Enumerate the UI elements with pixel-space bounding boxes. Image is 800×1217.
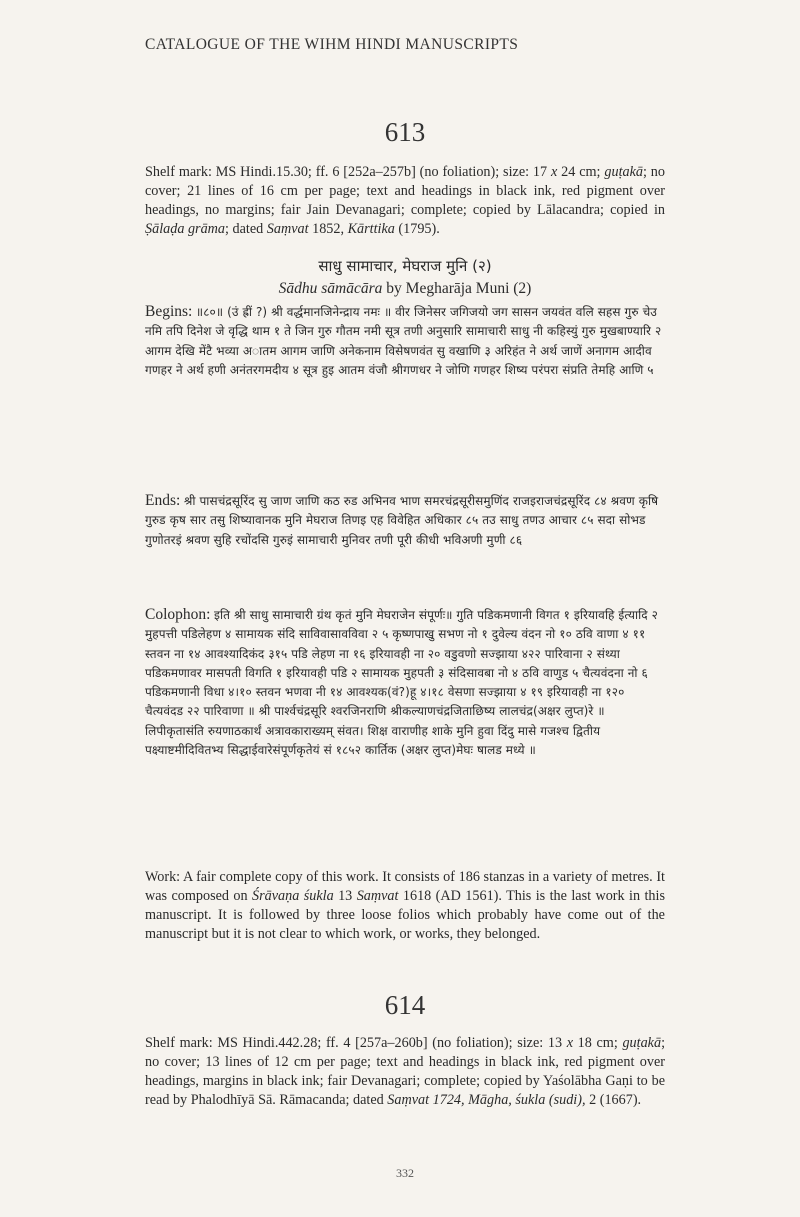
shelf-date-italic: 1724, Māgha, śukla (sudi), [429, 1092, 586, 1108]
begins-label: Begins: [145, 303, 193, 320]
shelf-text: Shelf mark: MS Hindi.442.28; ff. 4 [257a–260b] (no foliation); size: 13 [145, 1035, 567, 1051]
shelf-place: Ṣālaḍa grāma [145, 221, 226, 237]
begins-block [145, 302, 665, 380]
work-description-613 [145, 868, 665, 944]
entry-number-613: 613 [384, 117, 426, 147]
ends-text: श्री पासचंद्रसूरिंद सु जाण जाणि कठ रुड अभिनव भाण समरचंद्रसूरीसमुणिंद राजइराजचंद्रसूरिंद ८४ श्रवण कृषि गुरुड कृष सार तसु शिष्यावानक मुनि मेघराज तिणइ एह विवेहित अधिकार ८५ तउ साधु तणउ आचार ८५ सदा सोभड गुणोतरइं श्रवण सुहि रचोंदसि गुरुइं सामाचारी मुनिवर तणी पूरी कीधी भविअणी मुणी ८६ [145, 494, 659, 547]
entry-number-614: 614 [384, 990, 426, 1020]
shelf-x: x [550, 164, 558, 180]
shelf-text: ; no cover; 21 lines of 16 cm per page; text and headings in black ink, red pigment over headings, no margins; fair Jain Devanagari; complete; copied by Lālacandra; copied in [145, 164, 665, 218]
work-text: 13 [333, 888, 357, 904]
colophon-text: इति श्री साधु सामाचारी ग्रंथ कृतं मुनि मेघराजेन संपूर्णः॥ गुति पडिकमणानी विगत १ इरियावहि ईत्यादि २ मुहपत्ती पडिलेहण ४ सामायक संदि साविवासावविवा २ ५ कृष्णपाखु सभण नो १ दुवेल्य वंदन नो १० ठवि वाणा ४ ११ स्तवन ना १४ आवश्यादिकंद ३१५ पडि लेहण ना १६ इरियावही ना २० वडुवणो सज्झाया ४२२ पारिवाना २ संथ्या पडिकमणावर मासपती विगति १ इरियावही पडि २ सामायक मुहपती ३ संदिसावबा नो ४ ठवि वाणुड ५ चैत्यवंदना नो ६ पडिकमणानी विधा ४।१० स्तवन भणवा नी १४ आवश्यक(वं?)हू ४।१८ वेसणा सज्झाया ४ १९ इरियावही ना १२० चैत्यवंदड २२ पारिवाणा ॥ श्री पार्श्वचंद्रसूरि श्वरजिनराणि श्रीकल्याणचंद्रजिताछिष्य लालचंद्र(अक्षर लुप्त)रे ॥ लिपीकृतासंति रुयणाठकार्थं अत्रावकाराख्यम् संवत। शिक्ष वाराणीह शाके मुनि हुवा दिंदु मासे गजश्च द्वितीय पक्ष्याष्टमीदिवितभ्य सिद्धाईवारेसंपूर्णकृतेयं सं १८५२ कार्तिक (अक्षर लुप्त)मेघः षालड मध्ये ॥ [145, 608, 659, 758]
shelf-gutaka: guṭakā [604, 164, 643, 180]
ends-block [145, 491, 665, 550]
shelf-mark-613 [145, 163, 665, 239]
shelf-text: 18 cm; [573, 1035, 623, 1051]
work-title-roman [145, 279, 665, 299]
shelf-text: ; no cover; 13 lines of 12 cm per page; text and headings in black ink, red pigment over headings, margins in black ink; fair Devanagari; complete; copied by Yaśolābha Gaṇi to be read by Phalodhīyā Sā. Rāmacanda; dated [145, 1035, 666, 1108]
page-number: 332 [396, 1166, 414, 1180]
shelf-text: 24 cm; [557, 164, 605, 180]
shelf-gutaka: guṭakā [622, 1035, 662, 1051]
title-roman-italic: Sādhu sāmācāra [278, 280, 383, 297]
work-samvat: Saṃvat [356, 888, 399, 904]
title-roman-rest: by Megharāja Muni (2) [382, 280, 532, 297]
shelf-samvat: Saṃvat [266, 221, 309, 237]
work-text: 1618 (AD 1561). This is the last work in this manuscript. It is followed by three loose folios which probably have come out of the manuscript but it is not clear to which work, or works, they belonged. [145, 888, 665, 942]
begins-text: ॥८०॥ (उं ह्रीं ?) श्री वर्द्धमानजिनेन्द्राय नमः ॥ वीर जिनेसर जगिजयो जग सासन जयवंत वलि सहस गुरु चेउ नमि तपि दिनेश जे वृद्धि थाम १ ते जिन गुरु गौतम नमी सूत्र तणी अनुसारि सामाचारी साधु नी कहिस्युं गुरु मुखबाण्यारि २ आगम देखि मेंटै भव्या अातम आगम जाणि अनेकनाम विसेषणवंत सु वखाणि ३ अरिहंत ने अर्थ जाणें अनागम आदीव गणहर ने अर्थ हणी अनंतरगमदीय ४ सूत्र हुइ आतम वंजौ श्रीगणधर ने जोणि गणहर शिष्य परंपरा संप्रति तेमहि आणि ५ [145, 305, 662, 377]
shelf-samvat: Saṃvat [387, 1092, 430, 1108]
work-text: Work: A fair complete copy of this work. It consists of 186 stanzas in a variety of metres. It was composed on [145, 869, 665, 904]
work-title-devanagari: साधु सामाचार, मेघराज मुनि (२) [318, 257, 492, 275]
shelf-text: 1852, [308, 221, 348, 237]
shelf-x: x [566, 1035, 574, 1051]
ends-label: Ends: [145, 492, 181, 509]
shelf-month: Kārttika [347, 221, 395, 237]
running-head: CATALOGUE OF THE WIHM HINDI MANUSCRIPTS [145, 36, 519, 53]
shelf-text: (1795). [394, 221, 440, 237]
shelf-text: Shelf mark: MS Hindi.15.30; ff. 6 [252a–257b] (no foliation); size: 17 [145, 164, 551, 180]
work-date: Śrāvaṇa śukla [252, 888, 334, 904]
colophon-label: Colophon: [145, 606, 211, 623]
colophon-block [145, 605, 665, 760]
shelf-mark-614 [145, 1034, 665, 1110]
shelf-text: 2 (1667). [585, 1092, 642, 1108]
shelf-text: ; dated [225, 221, 267, 237]
